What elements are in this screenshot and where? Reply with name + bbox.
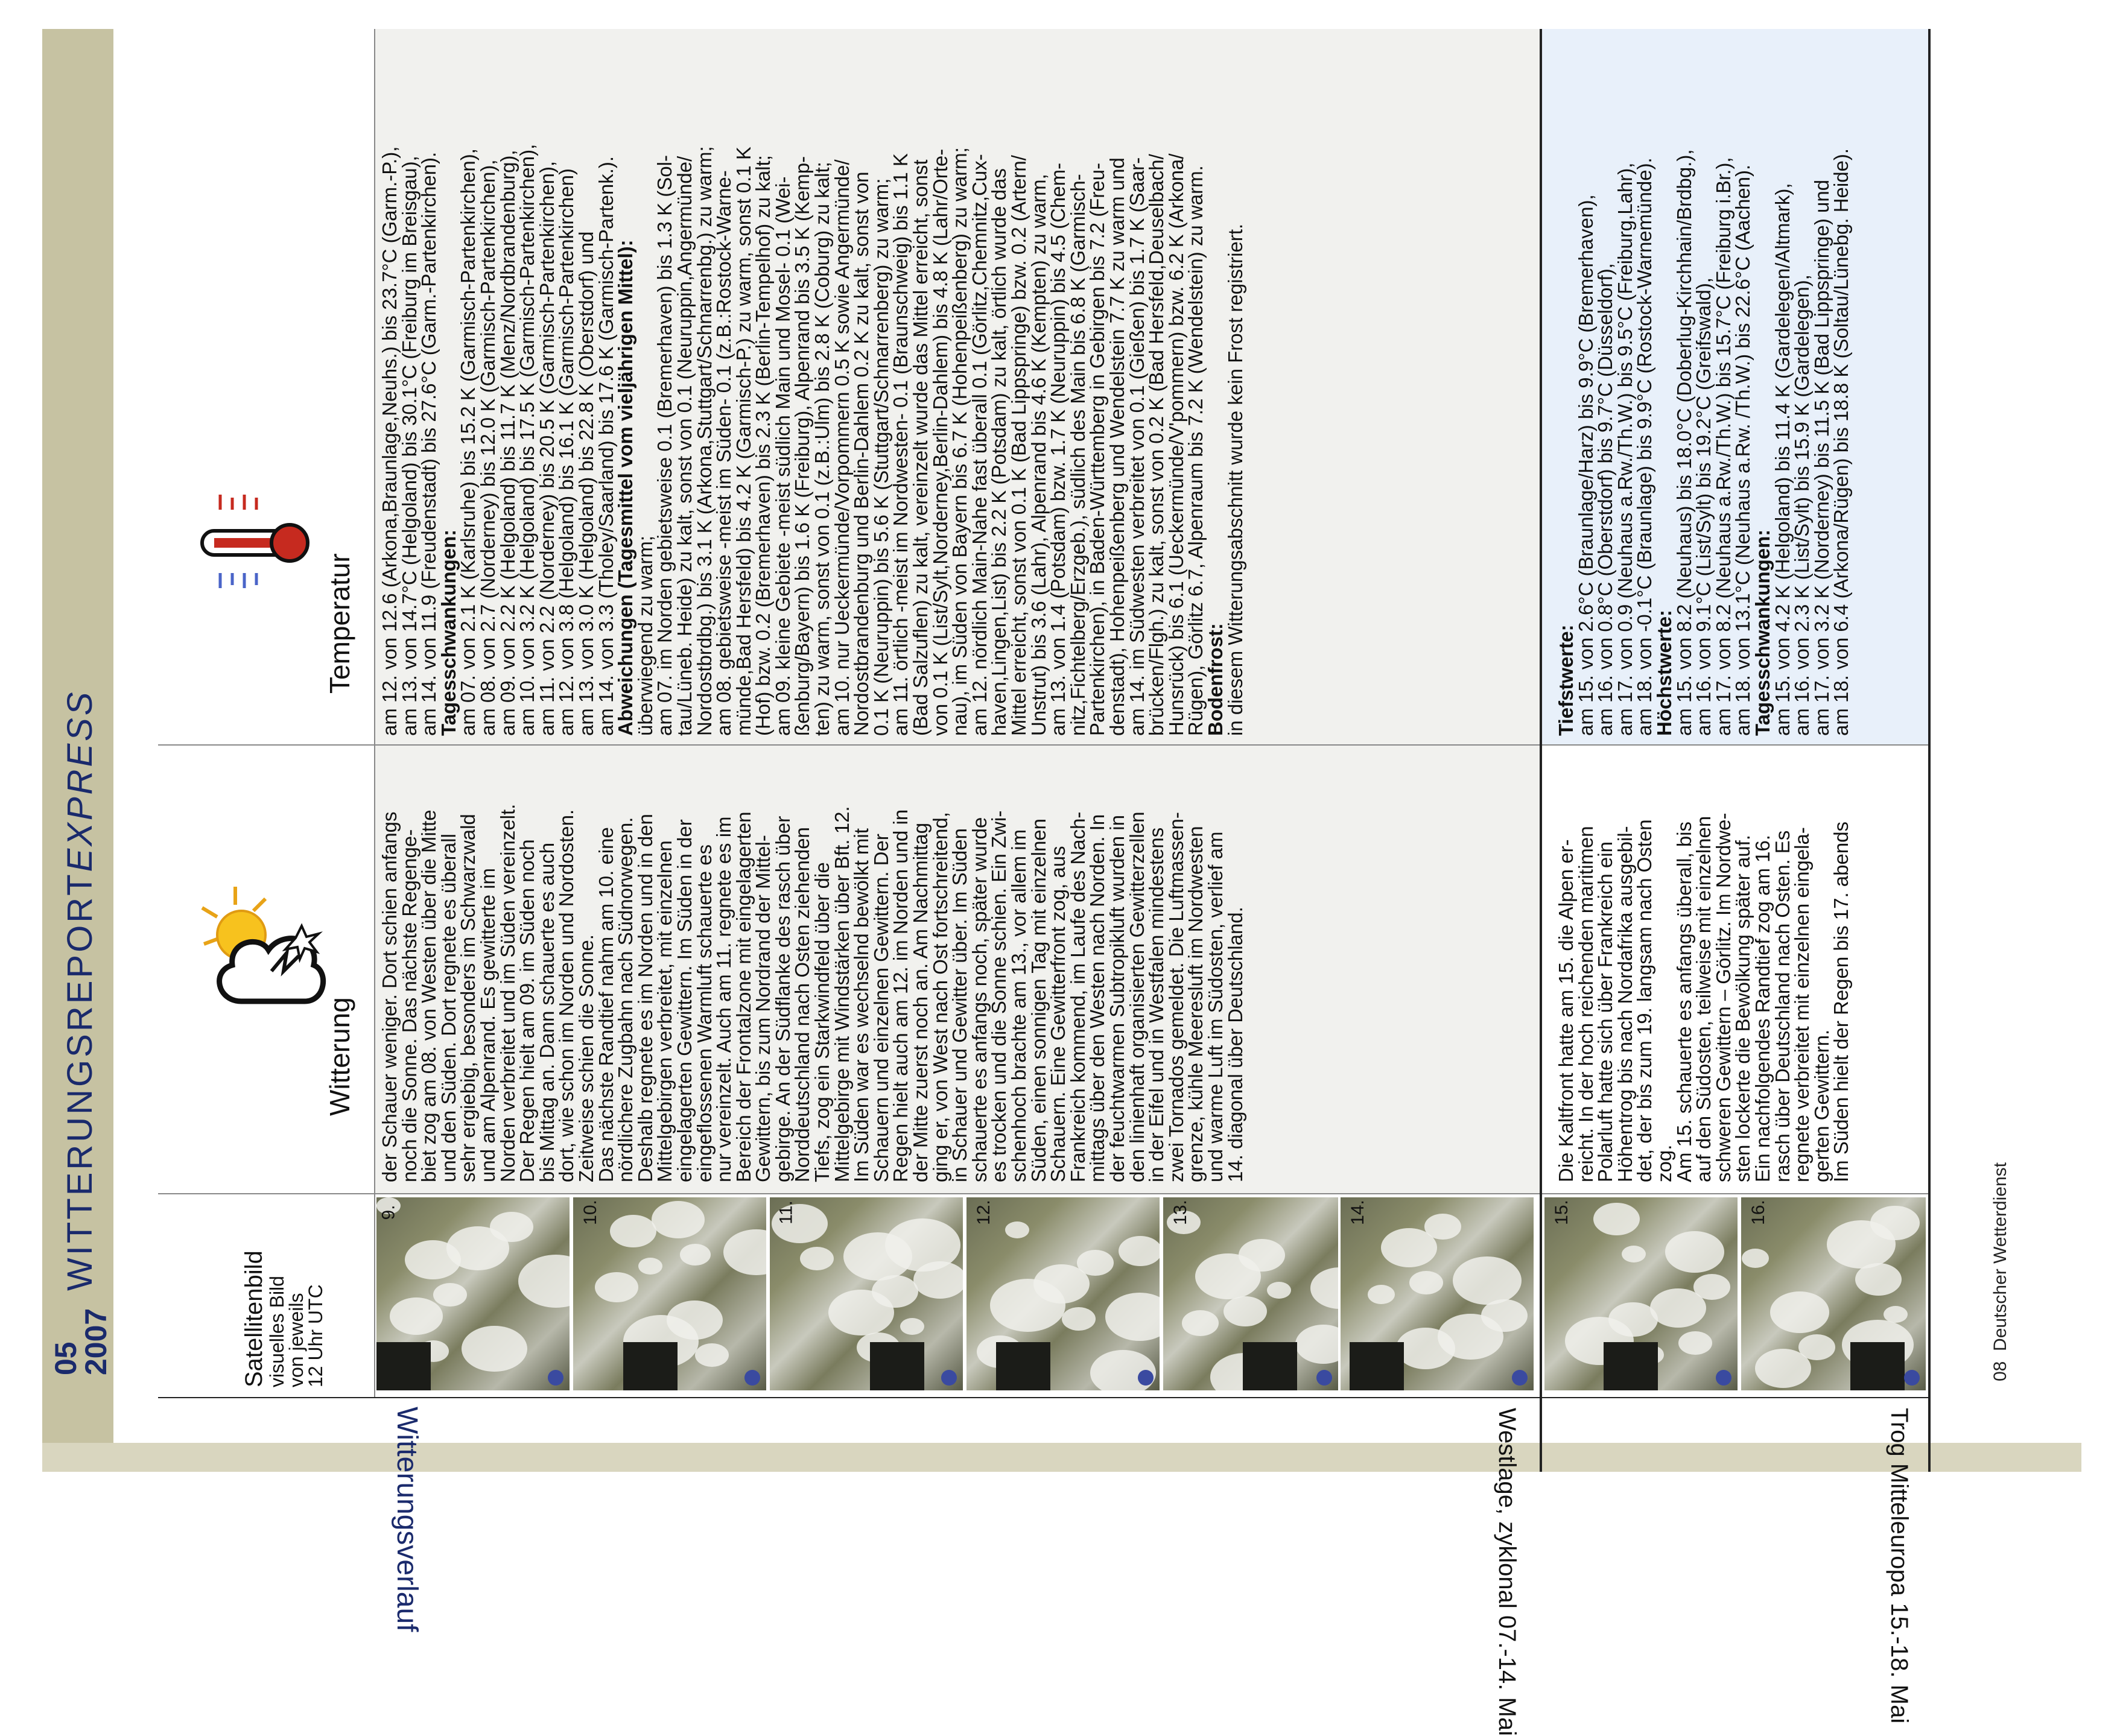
period-divider xyxy=(1540,29,1542,1472)
sea-area xyxy=(996,1342,1050,1390)
sea-area xyxy=(376,1342,431,1390)
periods-0-witterung_lines-line: und den Süden. Dort regnete es überall xyxy=(437,834,460,1182)
periods-0-witterung_lines-line: Süden, einen sonnigen Tag mit einzelnen xyxy=(1027,818,1050,1182)
periods-0-witterung_lines-line: Deshalb regnete es im Norden und in den xyxy=(633,814,656,1182)
cloud-shape xyxy=(610,1215,656,1247)
satellite-image xyxy=(1163,1197,1338,1390)
periods-0-witterung_lines-line: Der Regen hielt am 09. im Süden noch xyxy=(516,839,539,1182)
periods-0-temperatur_lines-line: am 12. nördlich Main-Nahe fast überall 0.1 (Görlitz,Chemnitz,Cux- xyxy=(968,154,991,736)
periods-0-witterung_lines-line: Norddeutschland nach Osten ziehenden xyxy=(791,827,814,1182)
cloud-shape xyxy=(1105,1293,1160,1341)
periods-1-witterung_lines-line: auf den Südosten, teilweise mit einzelnen xyxy=(1692,816,1715,1182)
periods-0-witterung_lines-line: Mittelgebirge mit Windstärken über Bft. 12. xyxy=(830,806,853,1182)
periods-1-witterung_lines-line: reicht. In der hoch reichenden maritimen xyxy=(1574,826,1597,1182)
periods-0-temperatur_lines-line: Nordostbrdbg.) bis 3.1 K (Arkona,Stuttgart/Schnarrenbg.) zu warm; xyxy=(693,146,716,736)
periods-1-temperatur_lines-line: am 18. von 6.4 (Arkona/Rügen) bis 18.8 K (Soltau/Lünebg. Heide). xyxy=(1830,148,1853,736)
periods-0-temperatur_lines-line: Mittel erreicht, sonst von 0.1 K (Bad Lippspringe) bzw. 0.2 (Artern/ xyxy=(1008,155,1030,736)
periods-0-witterung_lines-line: Das nächste Randtief nahm am 10. eine xyxy=(594,827,617,1182)
satellite-title: Satellitenbild xyxy=(241,1250,267,1387)
footer-page: 08 xyxy=(1990,1361,2010,1381)
periods-0-temperatur_lines-line: am 09. kleine Gebiete -meist südlich Main und Mosel- 0.1 (Wei- xyxy=(771,176,794,736)
cloud-shape xyxy=(1267,1282,1291,1299)
periods-0-witterung_lines-line: Tiefs, zog ein Starkwindfeld über die xyxy=(811,862,834,1182)
dwd-logo-icon xyxy=(1512,1370,1528,1386)
cloud-shape xyxy=(800,1247,834,1270)
satellite-day-label: 13. xyxy=(1170,1200,1190,1225)
periods-1-temperatur_lines-line: Höchstwerte: xyxy=(1652,609,1675,736)
satellite-day-label: 16. xyxy=(1748,1200,1768,1225)
cloud-shape xyxy=(1224,1296,1267,1326)
periods-0-witterung_lines-line: sehr ergiebig, besonders im Schwarzwald xyxy=(457,814,480,1182)
periods-0-temperatur_lines-line: Rügen), Görlitz 6.7, Alpenraum bis 7.2 K (Wendelstein) zu warm. xyxy=(1184,165,1207,736)
satellite-image xyxy=(1341,1197,1534,1390)
cloud-shape xyxy=(1119,1236,1160,1266)
periods-1-witterung_lines-line: regnete verbreitet mit einzelnen eingela- xyxy=(1791,827,1814,1182)
periods-1-temperatur_lines-line: am 16. von 0.8°C (Oberstdorf) bis 9.7°C (Düsseldorf), xyxy=(1594,263,1617,736)
periods-0-temperatur_lines-line: ßenburg/Bayern) bis 1.6 K (Freiburg), Alpenrand bis 3.5 K (Kemp- xyxy=(791,156,814,736)
cloud-shape xyxy=(1622,1246,1646,1262)
cloud-shape xyxy=(695,1343,729,1367)
temperature-text-1 xyxy=(380,144,1245,736)
periods-0-witterung_lines-line: und am Alpenrand. Es gewitterte im xyxy=(476,868,499,1182)
periods-0-witterung_lines-line: der Mitte zuerst noch an. Am Nachmittag xyxy=(909,822,932,1182)
periods-0-witterung_lines-line: es trocken und die Sonne schien. Ein Zwi- xyxy=(988,810,1011,1182)
periods-0-witterung_lines-line: gebirge. An der Südflanke des rasch über xyxy=(771,816,794,1182)
periods-0-temperatur_lines-line: (Bad Salzuflen) zu kalt, vereinzelt wurde das Mittel erreicht, sonst xyxy=(909,159,932,736)
periods-1-temperatur_lines-line: am 18. von 13.1°C (Neuhaus a.Rw. /Th.W.) bis 22.6°C (Aachen). xyxy=(1731,164,1754,736)
report-title-express: EXPRESS xyxy=(60,689,100,872)
cloud-shape xyxy=(1295,1325,1338,1364)
periods-0-witterung_lines-line: nördlichere Zugbahn nach Südnorwegen. xyxy=(614,817,637,1182)
bottom-margin-band xyxy=(42,1443,2081,1472)
issue-number: 05 xyxy=(49,1342,83,1375)
periods-0-witterung_lines-line: mittags über den Westen nach Norden. In xyxy=(1086,814,1109,1182)
satellite-day-label: 11. xyxy=(776,1200,796,1224)
cloud-shape xyxy=(1453,1256,1522,1305)
periods-0-witterung_lines-line: der Schauer weniger. Dort schien anfangs xyxy=(378,811,401,1182)
periods-0-witterung_lines-line: bis Mittag an. Dann schauerte es auch xyxy=(535,842,558,1182)
periods-0-witterung_lines-line: den linienhaft organisierten Gewitterzellen xyxy=(1125,811,1148,1182)
satellite-day-label: 9. xyxy=(378,1205,399,1220)
periods-0-temperatur_lines-line: Partenkirchen), in Baden-Württemberg in Gebirgen bis 7.2 (Freu- xyxy=(1086,162,1109,736)
cloud-shape xyxy=(595,1272,638,1302)
dwd-logo-icon xyxy=(941,1370,957,1386)
cloud-shape xyxy=(1062,1307,1096,1331)
periods-0-witterung_lines-line: Regen hielt auch am 12. im Norden und in xyxy=(889,809,912,1182)
periods-0-witterung_lines-line: Mittelgebirgen verbreitet, mit einzelnen xyxy=(653,840,676,1182)
periods-1-temperatur_lines-line: am 15. von 2.6°C (Braunlage/Harz) bis 9.9°C (Bremerhaven), xyxy=(1574,194,1597,736)
thermometer-icon xyxy=(178,483,311,639)
periods-0-temperatur_lines-line: am 14. im Südwesten verbreitet von 0.1 (Gießen) bis 1.7 K (Saar- xyxy=(1125,157,1148,736)
periods-1-temperatur_lines-line: am 17. von 8.2 (Neuhaus a.Rw./Th.W.) bis 15.7°C (Freiburg i.Br.), xyxy=(1712,157,1735,736)
cloud-shape xyxy=(828,1290,894,1335)
temperature-heading: Temperatur xyxy=(324,553,355,694)
periods-1-temperatur_lines-line: am 15. von 8.2 (Neuhaus) bis 18.0°C (Doberlug-Kirchhain/Brdbg.), xyxy=(1672,149,1695,736)
cloud-shape xyxy=(1855,1263,1902,1296)
periods-0-temperatur_lines-line: brücken/Flgh.) zu kalt, sonst von 0.2 K (Bad Hersfeld,Deuselbach/ xyxy=(1145,154,1168,736)
periods-0-temperatur_lines-line: am 11. von 2.2 (Norderney) bis 20.5 K (Garmisch-Partenkirchen), xyxy=(535,160,558,736)
periods-0-witterung_lines-line: eingeflossenen Warmluft schauerte es xyxy=(693,844,716,1182)
periods-0-temperatur_lines-line: am 10. nur Ueckermünde/Vorpommern 0.5 K sowie Angermünde/ xyxy=(830,159,853,736)
periods-0-witterung_lines-line: Bereich der Frontalzone mit eingelagerten xyxy=(732,811,755,1182)
sea-area xyxy=(1243,1342,1297,1390)
cloud-shape xyxy=(1665,1231,1724,1273)
sea-area xyxy=(623,1342,678,1390)
weather-heading: Witterung xyxy=(324,997,355,1116)
periods-0-witterung_lines-line: Norden verbreitet und im Süden vereinzelt. xyxy=(496,803,519,1182)
periods-0-witterung_lines-line: eingelagerten Gewittern. Im Süden in der xyxy=(673,819,696,1182)
periods-0-temperatur_lines-line: tau/Lüneb. Heide) zu kalt, sonst von 0.1 (Neuruppin,Angermünde/ xyxy=(673,156,696,736)
satellite-subtitle-3: 12 Uhr UTC xyxy=(305,1284,326,1387)
satellite-day-label: 10. xyxy=(580,1200,600,1225)
periods-1-witterung_lines-line: sten lockerte die Bewölkung später auf. xyxy=(1731,834,1754,1182)
periods-0-temperatur_lines-line: am 11. örtlich -meist im Nordwesten- 0.1 (Braunschweig) bis 1.1 K xyxy=(889,153,912,736)
cloud-shape xyxy=(1381,1228,1437,1267)
periods-0-witterung_lines-line: der feuchtwarmen Subtropikluft wurden in xyxy=(1105,815,1128,1182)
satellite-image xyxy=(376,1197,570,1390)
periods-0-witterung_lines-line: grenze, kühle Meeresluft im Nordwesten xyxy=(1184,826,1207,1182)
cloud-shape xyxy=(1593,1203,1640,1235)
sea-area xyxy=(1604,1342,1658,1390)
cloud-shape xyxy=(913,1261,963,1299)
cloud-shape xyxy=(1368,1285,1395,1304)
periods-0-witterung_lines-line: Im Süden war es wechselnd bewölkt mit xyxy=(850,828,873,1182)
cloud-shape xyxy=(1438,1314,1503,1360)
periods-1-witterung_lines-line: rasch über Deutschland nach Osten. Es xyxy=(1771,830,1794,1182)
periods-0-witterung_lines-line: schauerte es anfangs noch, später wurde xyxy=(968,817,991,1182)
periods-0-witterung_lines-line: und warme Luft im Südosten, verlief am xyxy=(1204,831,1227,1182)
right-border xyxy=(1928,29,1931,1472)
periods-0-temperatur_lines-line: ten) zu warm, sonst von 0.1 (z.B.:Ulm) bis 2.8 K (Coburg) zu kalt; xyxy=(811,162,834,736)
periods-0-temperatur_lines-line: nau), im Süden von Bayern bis 6.7 K (Hohenpeißenberg) zu warm; xyxy=(948,147,971,736)
periods-0-temperatur_lines-line: Hunsrück) bis 6.1 (Ueckermünde/V'pommern) bzw. 6.2 K (Arkona/ xyxy=(1164,153,1187,736)
temperature-text-2 xyxy=(1557,148,1852,736)
periods-0-temperatur_lines-line: am 12. von 3.8 (Helgoland) bis 16.1 K (Garmisch-Partenkirchen) xyxy=(555,168,578,736)
cloud-shape xyxy=(1884,1306,1908,1323)
periods-0-temperatur_lines-line: (Hof) bzw. 0.2 (Bremerhaven) bis 2.3 K (Berlin-Tempelhof) zu kalt; xyxy=(752,155,775,736)
cloud-shape xyxy=(1005,1221,1029,1238)
periods-0-witterung_lines-line: nur vereinzelt. Auch am 11. regnete es im xyxy=(713,816,735,1182)
weather-text-2 xyxy=(1557,813,1852,1182)
cloud-shape xyxy=(446,1226,509,1270)
periods-0-temperatur_lines-line: überwiegend zu warm; xyxy=(633,536,656,736)
cloud-shape xyxy=(638,1258,662,1275)
periods-0-temperatur_lines-line: in diesem Witterungsabschnitt wurde kein Frost registriert. xyxy=(1224,223,1246,736)
dwd-logo-icon xyxy=(1716,1370,1731,1386)
periods-0-temperatur_lines-line: am 14. von 11.9 (Freudenstadt) bis 27.6°C (Garm.-Partenkirchen). xyxy=(417,151,440,736)
periods-0-temperatur_lines-line: münde,Bad Hersfeld) bis 4.2 K (Garmisch-P.) zu warm, sonst 0.1 K xyxy=(732,147,755,736)
cloud-shape xyxy=(1310,1267,1338,1309)
periods-0-witterung_lines-line: ging er, von West nach Ost fortschreitend, xyxy=(928,812,951,1182)
periods-0-witterung_lines-line: in Schauer und Gewitter über. Im Süden xyxy=(948,828,971,1182)
periods-0-temperatur_lines-line: nitz,Fichtelberg/Erzgeb.), südlich des Main bis 6.8 K (Garmisch- xyxy=(1066,174,1089,736)
cloud-shape xyxy=(1742,1249,1769,1268)
satellite-subtitle-2: von jeweils xyxy=(285,1293,307,1387)
periods-0-temperatur_lines-line: am 10. von 3.2 K (Helgoland) bis 17.5 K (Garmisch-Partenkirchen), xyxy=(516,144,539,736)
dwd-logo-icon xyxy=(744,1370,760,1386)
periods-0-witterung_lines-line: zwei Tornados gemeldet. Die Luftmassen- xyxy=(1164,812,1187,1182)
periods-1-witterung_lines-line: gerten Gewittern. xyxy=(1810,1029,1833,1182)
cloud-shape xyxy=(1650,1288,1706,1328)
satellite-image xyxy=(1741,1197,1926,1390)
periods-0-temperatur_lines-line: Unstrut) bis 3.6 (Lahr), Alpenrand bis 4.6 K (Kempten) zu warm, xyxy=(1027,174,1050,736)
cloud-shape xyxy=(390,1297,443,1335)
cloud-shape xyxy=(680,1244,711,1266)
footer xyxy=(1991,1162,2010,1381)
periods-1-temperatur_lines-line: Tagesschwankungen: xyxy=(1751,529,1774,736)
periods-1-temperatur_lines-line: am 18. von -0.1°C (Braunlage) bis 9.9°C (Rostock-Warnemünde). xyxy=(1633,157,1656,736)
satellite-image xyxy=(770,1197,963,1390)
periods-1-temperatur_lines-line: am 15. von 4.2 K (Helgoland) bis 11.4 K (Gardelegen/Altmark), xyxy=(1771,183,1794,736)
periods-1-witterung_lines-line: schweren Gewittern – Görlitz. Im Nordwe- xyxy=(1712,813,1735,1182)
periods-0-witterung_lines-line: 14. diagonal über Deutschland. xyxy=(1224,907,1246,1182)
cloud-shape xyxy=(1755,1349,1811,1388)
side-label: Witterungsverlauf xyxy=(391,1407,423,1632)
report-title xyxy=(59,690,101,1291)
cloud-shape xyxy=(900,1318,924,1335)
satellite-day-label: 15. xyxy=(1551,1200,1572,1225)
cloud-shape xyxy=(1409,1271,1443,1294)
sea-area xyxy=(1850,1342,1905,1390)
periods-0-temperatur_lines-line: am 08. gebietsweise -meist im Süden- 0.1 (z.B.:Rostock-Warne- xyxy=(713,170,735,736)
periods-0-temperatur_lines-line: am 09. von 2.2 K (Helgoland) bis 11.7 K (Menz/Nordbrandenburg), xyxy=(496,150,519,736)
cloud-shape xyxy=(1770,1291,1829,1333)
issue-year: 2007 xyxy=(79,1308,113,1375)
periods-0-temperatur_lines-line: Nordostbrandenburg und Berlin-Dahlem 0.2 K zu kalt, sonst von xyxy=(850,171,873,736)
rule-heading-content xyxy=(374,29,375,1397)
periods-0-temperatur_lines-line: am 14. von 3.3 (Tholey/Saarland) bis 17.6 K (Garmisch-Partenk.). xyxy=(594,156,617,736)
heading-band xyxy=(158,29,374,1397)
periods-0-temperatur_lines-line: Tagesschwankungen: xyxy=(437,529,460,736)
cloud-shape xyxy=(1182,1310,1219,1336)
periods-0-witterung_lines-line: Zeitweise schien die Sonne. xyxy=(574,934,597,1182)
periods-1-witterung_lines-line: Am 15. schauerte es anfangs überall, bis xyxy=(1672,821,1695,1182)
sea-area xyxy=(1350,1342,1404,1390)
periods-0-witterung_lines-line: dort, wie schon im Norden und Nordosten. xyxy=(555,809,578,1182)
periods-1-temperatur_lines-line: am 16. von 9.1°C (List/Sylt) bis 19.2°C (Greifswald), xyxy=(1692,277,1715,736)
periods-1-temperatur_lines-line: am 17. von 3.2 K (Norderney) bis 11.5 K (Bad Lippspringe) und xyxy=(1810,179,1833,736)
periods-0-temperatur_lines-line: am 13. von 14.7°C (Helgoland) bis 30.1°C (Freiburg im Breisgau), xyxy=(398,156,421,736)
periods-0-witterung_lines-line: schenhoch brachte am 13., vor allem im xyxy=(1008,829,1030,1182)
footer-publisher: Deutscher Wetterdienst xyxy=(1990,1162,2010,1351)
cloud-shape xyxy=(1678,1331,1712,1355)
periods-1-temperatur_lines-line: Tiefstwerte: xyxy=(1555,624,1577,736)
periods-1-temperatur_lines-line: am 17. von 0.9 (Neuhaus a.Rw./Th.W.) bis 9.5°C (Freiburg,Lahr), xyxy=(1613,162,1636,736)
dwd-logo-icon xyxy=(1316,1370,1332,1386)
periods-0-temperatur_lines-line: haven,Lingen,List) bis 2.2 K (Potsdam) zu kalt, örtlich wurde das xyxy=(988,168,1011,736)
periods-0-temperatur_lines-line: Abweichungen (Tagesmittel vom vieljährigen Mittel): xyxy=(614,239,637,736)
cloud-shape xyxy=(1195,1253,1261,1299)
weather-text-1 xyxy=(380,804,1245,1182)
periods-0-temperatur_lines-line: am 08. von 2.7 (Norderney) bis 12.0 K (Garmisch-Partenkirchen), xyxy=(476,159,499,736)
periods-1-witterung_lines-line: Die Kaltfront hatte am 15. die Alpen er- xyxy=(1555,839,1577,1182)
cloud-shape xyxy=(433,1283,467,1307)
periods-0-witterung_lines-line: Schauern. Eine Gewitterfront zog, aus xyxy=(1047,846,1070,1182)
dwd-logo-icon xyxy=(1904,1370,1920,1386)
periods-0-witterung_lines-line: Frankreich kommend, im Laufe des Nach- xyxy=(1066,811,1089,1182)
periods-1-temperatur_lines-line: am 16. von 2.3 K (List/Sylt) bis 15.9 K (Gardelegen), xyxy=(1791,274,1814,736)
periods-1-witterung_lines-line: Ein nachfolgendes Randtief zog am 16. xyxy=(1751,834,1774,1182)
satellite-day-label: 12. xyxy=(973,1200,994,1225)
dwd-logo-icon xyxy=(548,1370,563,1386)
periods-0-witterung_lines-line: in der Eifel und in Westfalen mindestens xyxy=(1145,827,1168,1182)
periods-0-temperatur_lines-line: am 12. von 12.6 (Arkona,Braunlage,Neuhs.) bis 23.7°C (Garm.-P.), xyxy=(378,146,401,736)
periods-0-temperatur_lines-line: 0.1 K (Neuruppin) bis 5.6 K (Stuttgart/Schnarrenberg) zu warm; xyxy=(869,178,892,736)
periods-1-witterung_lines-line: Polarluft hatte sich über Frankreich ein xyxy=(1594,841,1617,1182)
period-1-label: Westlage, zyklonal 07.-14. Mai xyxy=(1494,1408,1520,1736)
satellite-image xyxy=(1544,1197,1738,1390)
report-title-main: WITTERUNGSREPORT xyxy=(60,872,100,1291)
rule-weather-satellite xyxy=(158,1193,1931,1194)
cloud-shape xyxy=(518,1255,570,1308)
rule-satellite-labels xyxy=(158,1397,1931,1398)
periods-1-witterung_lines-line: zog. xyxy=(1652,1144,1675,1182)
sea-area xyxy=(870,1342,924,1390)
periods-0-temperatur_lines-line: von 0.1 K (List/Sylt,Norderney,Berlin-Dahlem) bis 4.8 K (Lahr/Orte- xyxy=(928,148,951,736)
period-2-label: Trog Mitteleuropa 15.-18. Mai xyxy=(1886,1408,1912,1724)
periods-0-witterung_lines-line: noch die Sonne. Das nächste Regenge- xyxy=(398,829,421,1182)
satellite-subtitle-1: visuelles Bild xyxy=(266,1276,288,1387)
cloud-shape xyxy=(723,1229,766,1275)
periods-0-witterung_lines-line: biet zog am 08. von Westen über die Mitte xyxy=(417,809,440,1182)
periods-0-temperatur_lines-line: am 13. von 3.0 K (Helgoland) bis 22.8 K (Oberstdorf) und xyxy=(574,231,597,736)
cloud-shape xyxy=(990,1279,1065,1332)
satellite-image xyxy=(966,1197,1160,1390)
cloud-shape xyxy=(462,1326,527,1372)
periods-0-witterung_lines-line: Gewittern, bis zum Nordrand der Mittel- xyxy=(752,835,775,1182)
rule-temp-weather xyxy=(158,744,1931,746)
periods-0-temperatur_lines-line: denstadt), Hohenpeißenberg und Wendelstein 7.7 K zu warm und xyxy=(1105,157,1128,736)
periods-1-witterung_lines-line: Höhentrog bis nach Nordafrika ausgebil- xyxy=(1613,826,1636,1182)
weather-sun-cloud-icon xyxy=(199,881,332,1025)
periods-0-temperatur_lines-line: am 07. von 2.1 K (Karlsruhe) bis 15.2 K (Garmisch-Partenkirchen), xyxy=(457,148,480,736)
satellite-day-label: 14. xyxy=(1347,1200,1368,1225)
periods-0-temperatur_lines-line: am 07. im Norden gebietsweise 0.1 (Bremerhaven) bis 1.3 K (Sol- xyxy=(653,155,676,736)
periods-0-witterung_lines-line: Schauern und einzelnen Gewittern. Der xyxy=(869,834,892,1182)
periods-1-witterung_lines-line: Im Süden hielt der Regen bis 17. abends xyxy=(1830,821,1853,1182)
cloud-shape xyxy=(652,1201,705,1238)
dwd-logo-icon xyxy=(1138,1370,1154,1386)
cloud-shape xyxy=(1827,1220,1896,1269)
periods-0-temperatur_lines-line: Bodenfrost: xyxy=(1204,623,1227,736)
periods-1-witterung_lines-line: det, der bis zum 19. langsam nach Osten xyxy=(1633,819,1656,1182)
satellite-image xyxy=(573,1197,766,1390)
periods-0-temperatur_lines-line: am 13. von 1.4 (Potsdam) bzw. 1.7 K (Neuruppin) bis 4.5 (Chem- xyxy=(1047,162,1070,736)
